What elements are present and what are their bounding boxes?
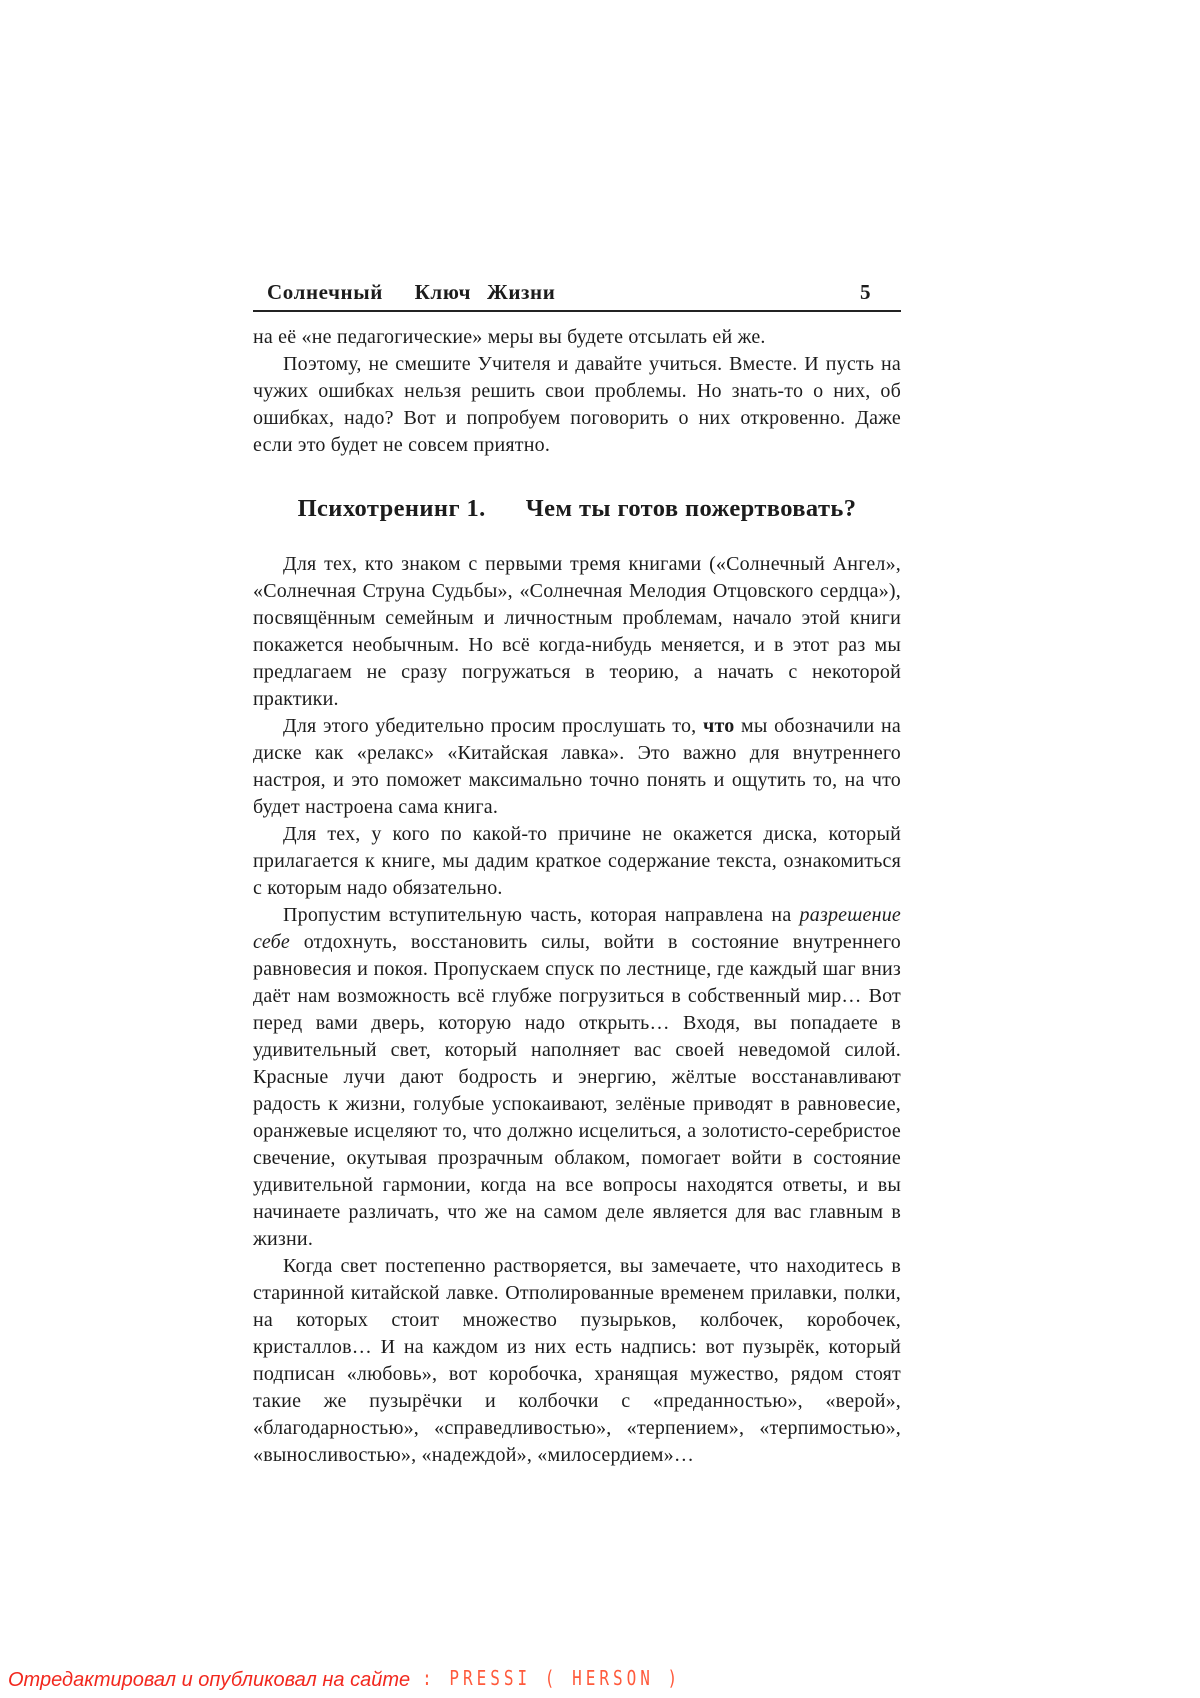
text-run: на её «не педагогические» меры вы будете отсылать ей же.	[253, 326, 766, 348]
text-run: что	[702, 715, 735, 737]
page-header	[253, 280, 901, 312]
text-run: отдохнуть, восстановить силы, войти в состояние внутреннего равновесия и покоя. Пропускаем спуск по лестнице, где каждый шаг вниз даёт нам возможность всё глубже погрузиться в собственный мир… Вот перед вами дверь, которую надо открыть… Входя, вы попадаете в удивительный свет, который наполняет вас своей неведомой силой. Красные лучи дают бодрость и энергию, жёлтые восстанавливают радость к жизни, голубые успокаивают, зелёные приводят в равновесие, оранжевые исцеляют то, что должно исцелиться, а золотисто-серебристое свечение, окутывая прозрачным облаком, помогает войти в состояние удивительной гармонии, когда на все вопросы находятся ответы, и вы начинаете различать,	[253, 931, 901, 1223]
page-body	[253, 324, 901, 1469]
page-number: 5	[860, 280, 871, 304]
paragraph	[253, 821, 901, 902]
paragraph	[253, 1253, 901, 1469]
section-heading-label: Психотренинг 1.	[297, 495, 486, 522]
paragraph	[253, 551, 901, 713]
footer-credit-site: : PRESSI ( HERSON )	[422, 1665, 682, 1690]
text-run: Для тех, у кого по какой-то причине не окажется диска, который прилагается к книге, мы дадим краткое содержание текста, ознакомиться с которым надо обязательно.	[253, 823, 901, 899]
running-title: Солнечный Ключ Жизни	[267, 280, 556, 304]
footer-credit-text: Отредактировал и опубликовал на сайте	[8, 1669, 411, 1691]
text-run: Когда свет постепенно растворяется, вы замечаете, что находитесь в старинной китайской лавке. Отполированные временем прилавки, полки, на которых стоит множество пузырьков, колбочек, коробочек, кристаллов… И на каждом из них есть надпись: вот пузырёк, который подписан «любовь», вот коробочка, хранящая мужество, рядом стоят такие же пузырёчки и колбочки с «преданностью», «верой», «благодарностью», «справедливостью», «терпением», «терпимостью», «выносливостью», «надеждой», «милосердием»…	[253, 1255, 901, 1466]
text-run: что же на самом деле является для вас главным в жизни.	[253, 1201, 901, 1250]
text-run: мы обозначили на диске как «релакс» «Китайская лавка». Это важно для внутреннего настроя, и это поможет максимально точно понять и ощутить то, на что будет настроена сама книга.	[253, 715, 902, 818]
page-column	[253, 280, 901, 1469]
paragraph	[253, 902, 901, 1253]
text-run: разрешение себе	[253, 904, 901, 953]
section-heading-title: Чем ты готов пожертвовать?	[525, 495, 857, 522]
text-run: Для тех, кто знаком с первыми тремя книгами («Солнечный Ангел», «Солнечная Струна Судьбы», «Солнечная Мелодия Отцовского сердца»), посвящённым семейным и личностным проблемам, начало этой книги покажется необычным. Но всё когда-нибудь меняется, и в этот раз мы предлагаем не сразу погружаться в теорию, а начать с некоторой практики.	[253, 553, 901, 710]
text-run: Пропустим вступительную часть, которая направлена на	[283, 904, 800, 926]
text-run: Поэтому, не смешите Учителя и давайте учиться. Вместе. И пусть на чужих ошибках нельзя решить свои проблемы. Но знать-то о них, об ошибках, надо? Вот и попробуем поговорить о них откровенно. Даже если это будет не совсем приятно.	[253, 353, 901, 456]
section-heading	[253, 495, 901, 523]
text-run: Для этого убедительно просим прослушать то,	[283, 715, 703, 737]
paragraph	[253, 324, 901, 351]
paragraph	[253, 351, 901, 459]
paragraph	[253, 713, 901, 821]
footer-credit	[8, 1665, 682, 1692]
